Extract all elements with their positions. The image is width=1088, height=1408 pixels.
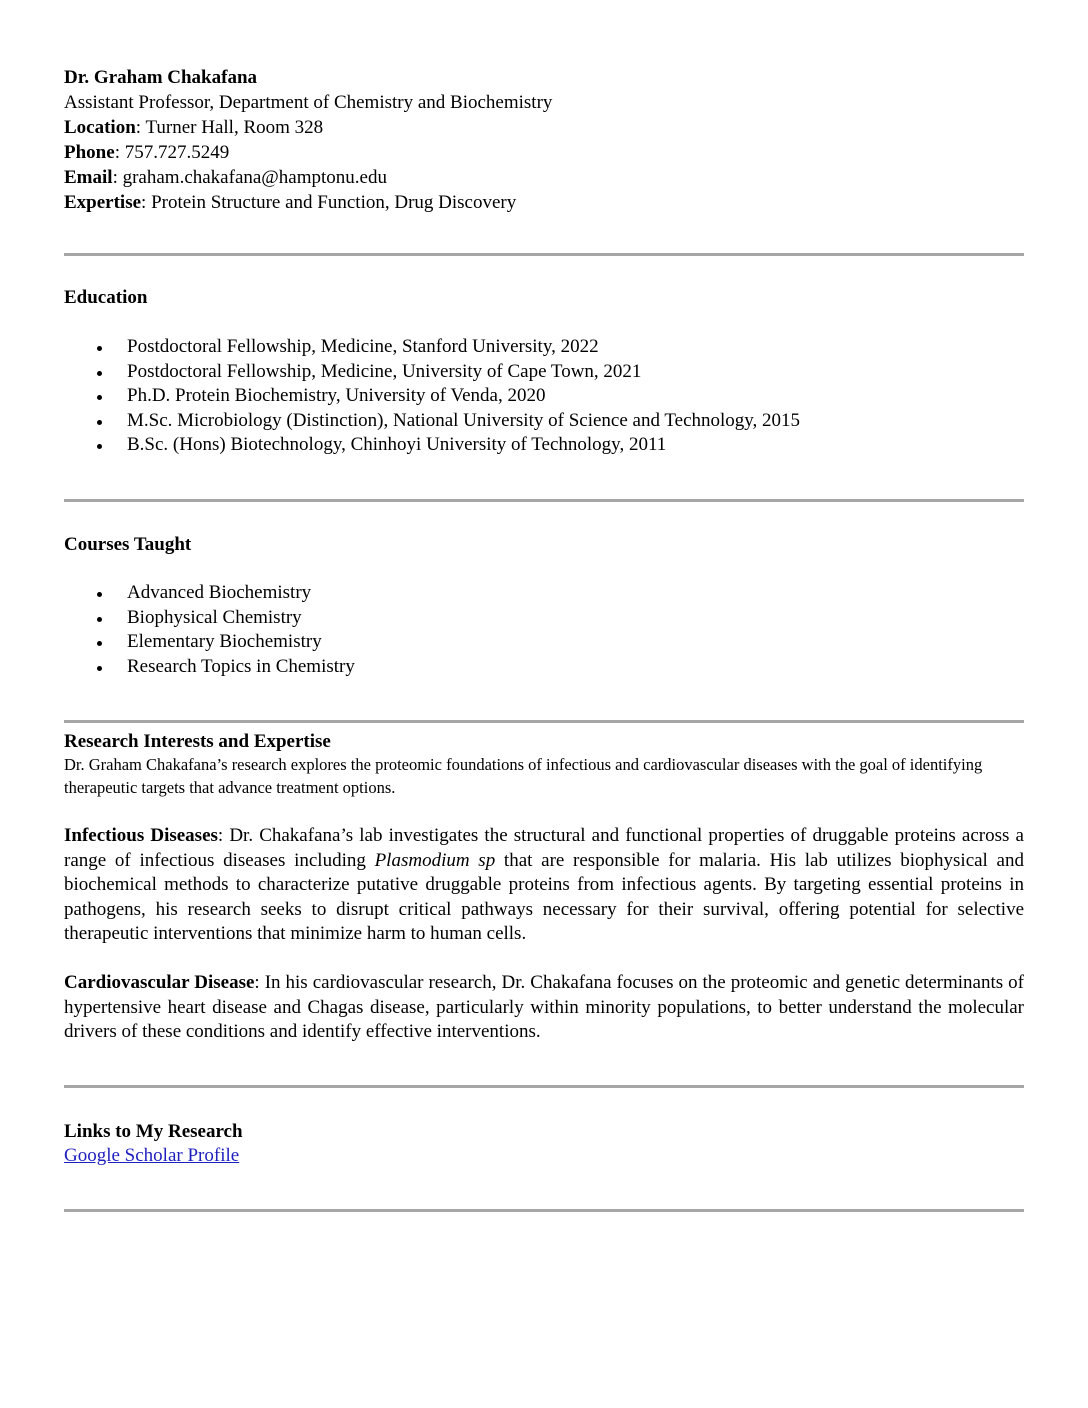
education-heading: Education: [64, 287, 148, 308]
education-item: M.Sc. Microbiology (Distinction), National University of Science and Technology, 2015: [64, 409, 800, 434]
google-scholar-link[interactable]: Google Scholar Profile: [64, 1145, 240, 1166]
cardiovascular-label: Cardiovascular Disease: [64, 972, 255, 993]
divider: [64, 1085, 1024, 1088]
infectious-text-1: : Dr. Chakafana’s lab investigates the structural and functional properties of druggable proteins across a range of infectious diseases including: [64, 825, 1024, 871]
profile-name: Dr. Graham Chakafana: [64, 67, 258, 88]
profile-expertise: [64, 190, 1024, 215]
location-value: : Turner Hall, Room 328: [135, 117, 324, 138]
phone-value: : 757.727.5249: [114, 142, 230, 163]
divider: [64, 720, 1024, 723]
course-item: Research Topics in Chemistry: [64, 655, 355, 680]
courses-heading: Courses Taught: [64, 534, 192, 555]
email-label: Email: [64, 167, 113, 188]
research-heading: Research Interests and Expertise: [64, 731, 331, 752]
location-label: Location: [64, 117, 136, 138]
profile-phone: [64, 140, 1024, 165]
cardiovascular-paragraph: [64, 971, 1024, 1045]
education-item: Postdoctoral Fellowship, Medicine, Stanford University, 2022: [64, 335, 800, 360]
divider: [64, 499, 1024, 502]
course-item: Biophysical Chemistry: [64, 606, 355, 631]
infectious-diseases-label: Infectious Diseases: [64, 825, 218, 846]
divider: [64, 1209, 1024, 1212]
course-item: Advanced Biochemistry: [64, 581, 355, 606]
expertise-label: Expertise: [64, 192, 142, 213]
infectious-diseases-paragraph: [64, 824, 1024, 947]
education-list: [64, 335, 800, 458]
divider: [64, 253, 1024, 256]
education-item: Postdoctoral Fellowship, Medicine, University of Cape Town, 2021: [64, 360, 800, 385]
education-item: Ph.D. Protein Biochemistry, University of Venda, 2020: [64, 384, 800, 409]
infectious-text-2: that are responsible for malaria. His lab utilizes biophysical and biochemical methods to characterize putative druggable proteins from infectious agents. By targeting essential proteins in pathogens, his research seeks to disrupt critical pathways necessary for their survival, offering potential for selective therapeutic interventions that minimize harm to human cells.: [64, 849, 1024, 945]
expertise-value: : Protein Structure and Function, Drug Discovery: [141, 192, 517, 213]
courses-list: [64, 581, 355, 679]
cardiovascular-text: : In his cardiovascular research, Dr. Chakafana focuses on the proteomic and genetic determinants of hypertensive heart disease and Chagas disease, particularly within minority populations, to better understand the molecular drivers of these conditions and identify effective interventions.: [64, 972, 1024, 1043]
course-item: Elementary Biochemistry: [64, 630, 355, 655]
links-heading: Links to My Research: [64, 1121, 243, 1142]
phone-label: Phone: [64, 142, 115, 163]
email-value: : graham.chakafana@hamptonu.edu: [112, 167, 387, 188]
education-item: B.Sc. (Hons) Biotechnology, Chinhoyi University of Technology, 2011: [64, 433, 800, 458]
profile-location: [64, 115, 1024, 140]
research-intro: Dr. Graham Chakafana’s research explores the proteomic foundations of infectious and cardiovascular diseases with the goal of identifying therapeutic targets that advance treatment options.: [64, 755, 983, 797]
profile-header: [64, 66, 1024, 215]
plasmodium-term: Plasmodium sp: [374, 849, 496, 871]
profile-email: [64, 165, 1024, 190]
profile-title: Assistant Professor, Department of Chemistry and Biochemistry: [64, 92, 553, 113]
